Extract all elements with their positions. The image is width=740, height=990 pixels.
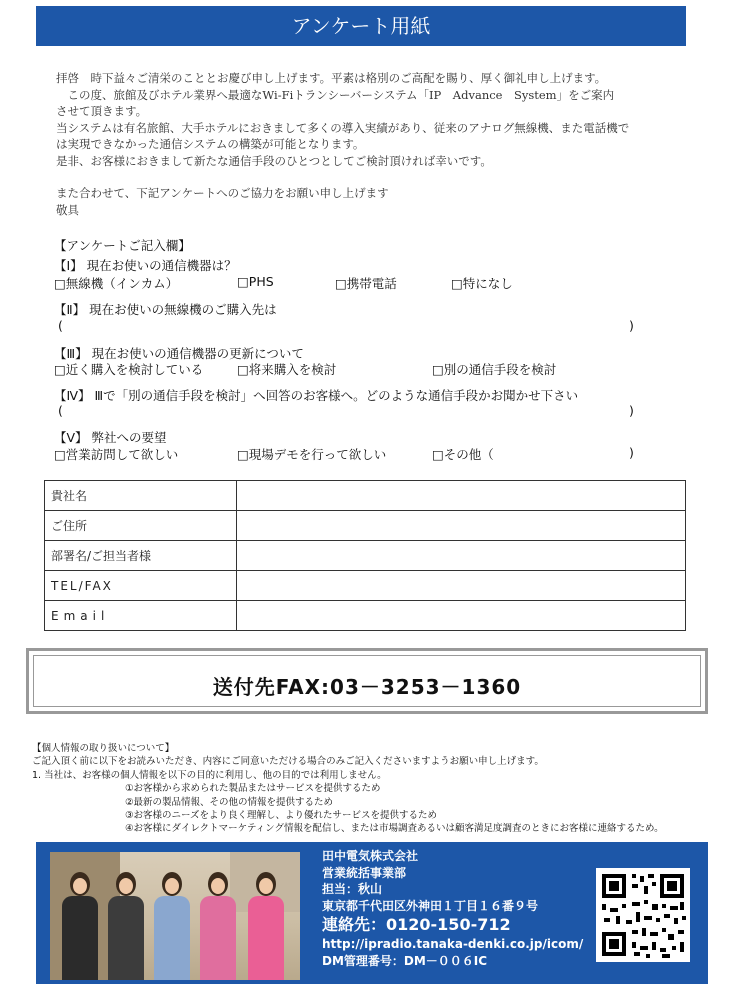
q1-label: 【Ⅰ】 現在お使いの通信機器は？ <box>54 258 237 273</box>
q5-option-visit[interactable]: □営業訪問して欲しい <box>54 447 179 462</box>
dm-number: DM管理番号：DM－００６IC <box>322 953 488 968</box>
privacy-purpose: ①お客様から求められた製品またはサービスを提供するため <box>125 783 381 795</box>
table-row <box>45 481 686 511</box>
privacy-purpose: ③お客様のニーズをより良く理解し、より優れたサービスを提供するため <box>125 810 438 822</box>
company-name-field[interactable] <box>237 481 686 511</box>
q2-answer-close: ) <box>629 318 634 333</box>
company-url[interactable]: http://ipradio.tanaka-denki.co.jp/icom/ <box>322 937 584 951</box>
company-name-label: 貴社名 <box>45 481 237 511</box>
q3-option-soon[interactable]: □近く購入を検討している <box>54 362 204 377</box>
q2-label: 【Ⅱ】 現在お使いの無線機のご購入先は <box>54 302 277 317</box>
q5-option-other[interactable]: □その他（ <box>432 447 494 462</box>
tel-fax-field[interactable] <box>237 571 686 601</box>
intro-letter <box>56 70 696 218</box>
fax-destination-box <box>26 648 708 714</box>
department-field[interactable] <box>237 541 686 571</box>
q5-option-demo[interactable]: □現場デモを行って欲しい <box>237 447 387 462</box>
q1-option-radio[interactable]: □無線機（インカム） <box>54 276 179 291</box>
intro-line: させて頂きます。 <box>56 104 148 118</box>
division-name: 営業統括事業部 <box>322 865 407 880</box>
survey-heading: 【アンケートご記入欄】 <box>54 238 191 253</box>
intro-line: 是非、お客様におきまして新たな通信手段のひとつとしてご検討頂ければ幸いです。 <box>56 153 492 168</box>
q3-option-other-means[interactable]: □別の通信手段を検討 <box>432 362 557 377</box>
intro-line: この度、旅館及びホテル業界へ最適なWi-Fiトランシーバーシステム「IP Advance System」をご案内 <box>56 87 615 102</box>
company-name: 田中電気株式会社 <box>322 849 419 863</box>
q4-answer-open[interactable]: ( <box>58 403 63 418</box>
tel-fax-label: TEL/FAX <box>45 571 237 601</box>
email-label: Email <box>45 601 237 631</box>
company-address: 東京都千代田区外神田１丁目１６番９号 <box>322 898 539 913</box>
table-row <box>45 541 686 571</box>
privacy-purpose: ②最新の製品情報、その他の情報を提供するため <box>125 796 334 808</box>
privacy-notice <box>32 742 722 836</box>
table-row <box>45 601 686 631</box>
intro-line: は実現できなかった通信システムの構築が可能となります。 <box>56 137 365 151</box>
contact-person: 担当：秋山 <box>322 882 383 896</box>
intro-line: 当システムは有名旅館、大手ホテルにおきまして多くの導入実績があり、従来のアナログ無線機、また電話機で <box>56 120 630 135</box>
q2-answer-open[interactable]: ( <box>58 318 63 333</box>
q5-label: 【Ⅴ】 弊社への要望 <box>54 430 167 445</box>
table-row <box>45 511 686 541</box>
q4-label: 【Ⅳ】 Ⅲで「別の通信手段を検討」へ回答のお客様へ。どのような通信手段かお聞かせ下さい <box>54 388 579 403</box>
contact-info-table <box>44 480 686 631</box>
address-label: ご住所 <box>45 511 237 541</box>
contact-phone: 連絡先：0120-150-712 <box>322 915 511 934</box>
q5-other-close: ) <box>629 445 634 460</box>
footer-banner <box>36 842 708 984</box>
q1-option-none[interactable]: □特になし <box>451 276 513 291</box>
q3-option-future[interactable]: □将来購入を検討 <box>237 362 337 377</box>
email-field[interactable] <box>237 601 686 631</box>
q1-option-phs[interactable]: □PHS <box>237 274 274 289</box>
address-field[interactable] <box>237 511 686 541</box>
intro-line: 拝啓 時下益々ご清栄のこととお慶び申し上げます。平素は格別のご高配を賜り、厚く御礼申し上げます。 <box>56 71 607 85</box>
fax-number: 送付先FAX:03－3253－1360 <box>212 675 522 699</box>
privacy-item: 1. 当社は、お客様の個人情報を以下の目的に利用し、他の目的では利用しません。 <box>32 769 387 781</box>
page-title: アンケート用紙 <box>36 6 686 46</box>
q4-answer-close: ) <box>629 403 634 418</box>
q3-label: 【Ⅲ】 現在お使いの通信機器の更新について <box>54 346 304 361</box>
department-label: 部署名/ご担当者様 <box>45 541 237 571</box>
staff-photo <box>50 852 300 980</box>
company-contact <box>322 848 583 969</box>
table-row <box>45 571 686 601</box>
q1-option-mobile[interactable]: □携帯電話 <box>335 276 397 291</box>
qr-code-icon <box>596 868 690 962</box>
privacy-purpose: ④お客様にダイレクトマーケティング情報を配信し、または市場調査あるいは顧客満足度調査のときにお客様に連絡するため。 <box>125 823 664 835</box>
privacy-lead: ご記入頂く前に以下をお読みいただき、内容にご同意いただける場合のみご記入くださいますようお願い申し上げます。 <box>32 756 544 768</box>
intro-closing: また合わせて、下記アンケートへのご協力をお願い申し上げます <box>56 186 389 200</box>
intro-sign-off: 敬具 <box>56 202 79 217</box>
privacy-heading: 【個人情報の取り扱いについて】 <box>32 743 175 754</box>
